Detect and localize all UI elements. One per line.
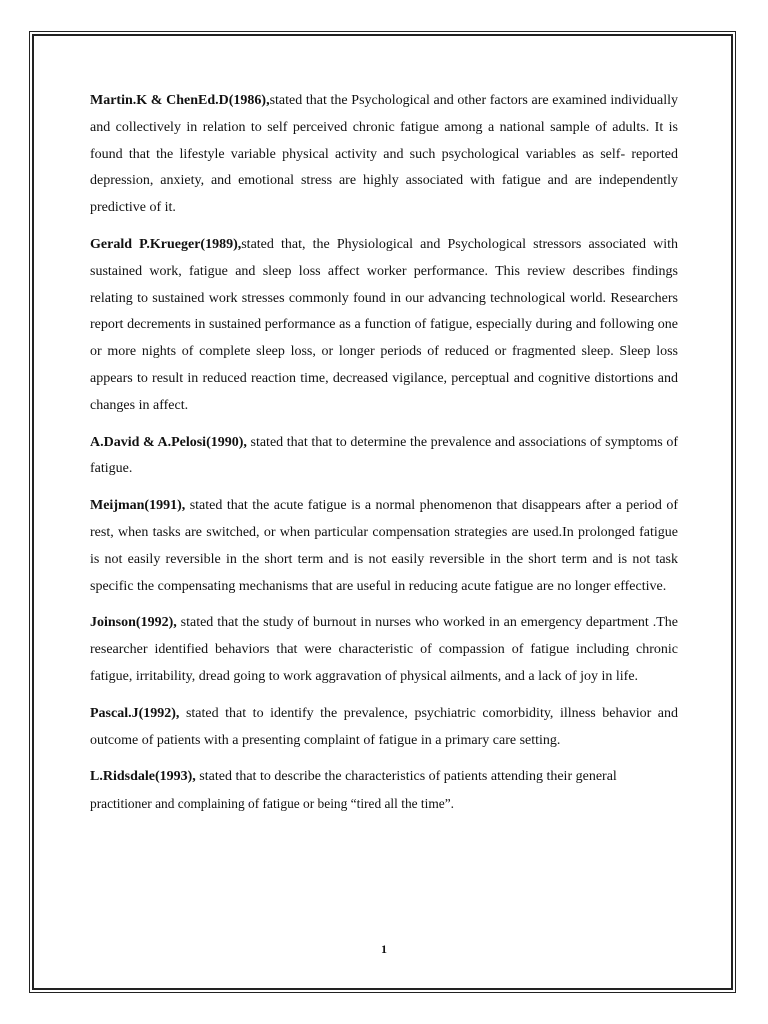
- paragraph-text: stated that, the Physiological and Psychological stressors associated with sustained work, fatigue and sleep loss affect worker performance. This review describes findings relating to sustained work stresses commonly found in our advancing technological world. Researchers report decrements in sustained performance as a function of fatigue, especially during and following one or more nights of complete sleep loss, or longer periods of reduced or fragmented sleep. Sleep loss appears to result in reduced reaction time, decreased vigilance, perceptual and cognitive distortions and changes in affect.: [90, 236, 678, 413]
- paragraph-krueger: [90, 232, 678, 420]
- paragraph-text: stated that that to determine the prevalence and associations of symptoms of fatigue.: [90, 434, 678, 477]
- page-number: 1: [381, 942, 387, 956]
- citation-author-year: A.David & A.Pelosi(1990),: [90, 434, 247, 450]
- citation-author-year: Joinson(1992),: [90, 615, 177, 631]
- paragraph-martin-chen: [90, 88, 678, 222]
- citation-author-year: L.Ridsdale(1993),: [90, 769, 196, 785]
- paragraph-text: stated that the acute fatigue is a normal phenomenon that disappears after a period of rest, when tasks are switched, or when particular compensation strategies are used.In prolonged fatigue is not easily reversible in the short term and is not easily reversible in the short term and is not task specific the compensating mechanisms that are useful in reducing acute fatigue are no longer effective.: [90, 498, 678, 594]
- paragraph-david-pelosi: [90, 430, 678, 484]
- paragraph-text-continuation: practitioner and complaining of fatigue or being “tired all the time”.: [90, 796, 455, 812]
- paragraph-text: stated that to describe the characteristics of patients attending their general: [195, 769, 617, 785]
- paragraph-pascal: [90, 701, 678, 755]
- citation-author-year: Pascal.J(1992),: [90, 705, 180, 721]
- citation-author-year: Meijman(1991),: [90, 498, 186, 514]
- paragraph-text: stated that the study of burnout in nurses who worked in an emergency department .The researcher identified behaviors that were characteristic of compassion of fatigue including chronic fatigue, irritability, dread going to work aggravation of physical ailments, and a lack of joy in life.: [90, 615, 678, 684]
- paragraph-text: stated that to identify the prevalence, psychiatric comorbidity, illness behavior and outcome of patients with a presenting complaint of fatigue in a primary care setting.: [90, 705, 678, 748]
- paragraph-text: stated that the Psychological and other factors are examined individually and collectively in relation to self perceived chronic fatigue among a national sample of adults. It is found that the lifestyle variable physical activity and such psychological variables as self- reported depression, anxiety, and emotional stress are highly associated with fatigue and are independently predictive of it.: [90, 93, 678, 216]
- paragraph-meijman: [90, 493, 678, 600]
- paragraph-ridsdale: [90, 764, 678, 819]
- citation-author-year: Gerald P.Krueger(1989),: [90, 236, 242, 252]
- citation-author-year: Martin.K & ChenEd.D(1986),: [90, 93, 270, 108]
- document-body: [90, 88, 678, 829]
- paragraph-joinson: [90, 610, 678, 690]
